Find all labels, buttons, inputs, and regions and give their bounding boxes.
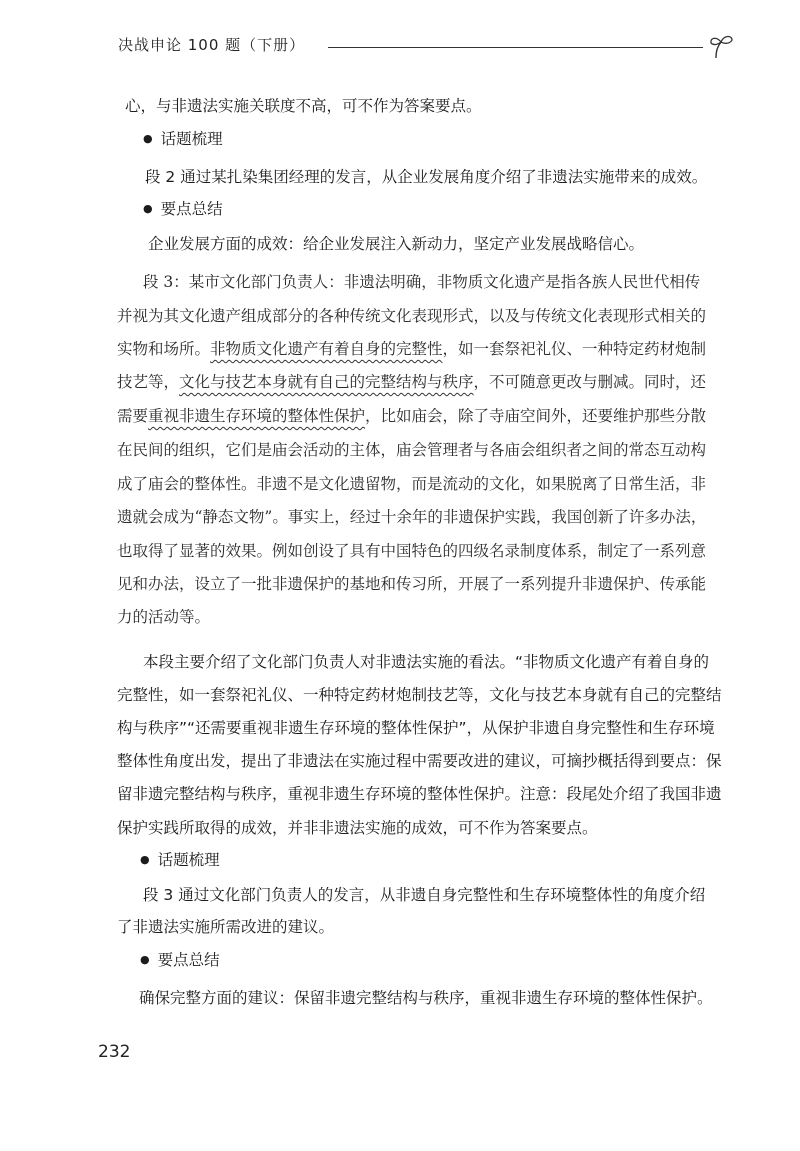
source-line: 并视为其文化遗产组成部分的各种传统文化表现形式，以及与传统文化表现形式相关的	[117, 307, 707, 325]
section-heading-topic: ● 话题梳理	[143, 129, 223, 151]
highlighted-phrase: 文化与技艺本身就有自己的完整结构与秩序	[179, 373, 474, 391]
analysis-line: 留非遗完整结构与秩序，重视非遗生存环境的整体性保护。注意：段尾处介绍了我国非遗	[117, 785, 722, 803]
source-line: 力的活动等。	[117, 608, 211, 626]
analysis-line: 完整性，如一套祭祀礼仪、一种特定药材炮制技艺等，文化与技艺本身就有自己的完整结	[117, 686, 722, 704]
source-line: 段 3：某市文化部门负责人：非遗法明确，非物质文化遗产是指各族人民世代相传	[143, 273, 701, 291]
text-line: 心，与非遗法实施关联度不高，可不作为答案要点。	[125, 97, 482, 115]
highlighted-phrase: 重视非遗生存环境的整体性保护	[148, 407, 366, 425]
source-text: ，如一套祭祀礼仪、一种特定药材炮制	[442, 340, 707, 358]
section-heading-summary: ● 要点总结	[140, 950, 220, 972]
source-line: 遗就会成为“静态文物”。事实上，经过十余年的非遗保护实践，我国创新了许多办法，	[117, 508, 707, 526]
page-number: 232	[98, 1042, 131, 1062]
source-line	[117, 406, 706, 426]
analysis-line: 整体性角度出发，提出了非遗法在实施过程中需要改进的建议，可摘抄概括得到要点：保	[117, 752, 722, 770]
text-line: 确保完整方面的建议：保留非遗完整结构与秩序，重视非遗生存环境的整体性保护。	[139, 989, 713, 1007]
source-line: 见和办法，设立了一批非遗保护的基地和传习所，开展了一系列提升非遗保护、传承能	[117, 575, 707, 593]
text-line: 段 3 通过文化部门负责人的发言，从非遗自身完整性和生存环境整体性的角度介绍	[143, 886, 706, 904]
sprout-icon	[706, 32, 736, 62]
analysis-line: 构与秩序”“还需要重视非遗生存环境的整体性保护”，从保护非遗自身完整性和生存环境	[117, 719, 715, 737]
header-title: 决战申论 100 题（下册）	[118, 36, 306, 54]
text-line: 段 2 通过某扎染集团经理的发言，从企业发展角度介绍了非遗法实施带来的成效。	[145, 168, 708, 186]
source-line: 成了庙会的整体性。非遗不是文化遗留物，而是流动的文化，如果脱离了日常生活，非	[117, 475, 707, 493]
source-line	[117, 339, 706, 359]
section-heading-summary: ● 要点总结	[143, 199, 223, 221]
source-text: ，不可随意更改与删减。同时，还	[473, 373, 707, 391]
source-text: 实物和场所。	[117, 340, 211, 358]
text-line: 企业发展方面的成效：给企业发展注入新动力，坚定产业发展战略信心。	[148, 235, 645, 253]
text-line: 了非遗法实施所需改进的建议。	[117, 918, 335, 936]
source-line: 也取得了显著的效果。例如创设了具有中国特色的四级名录制度体系，制定了一系列意	[117, 542, 707, 560]
header-rule	[328, 47, 703, 48]
source-text: ，比如庙会，除了寺庙空间外，还要维护那些分散	[365, 407, 707, 425]
source-text: 需要	[117, 407, 149, 425]
analysis-line: 保护实践所取得的成效，并非非遗法实施的成效，可不作为答案要点。	[117, 819, 598, 837]
highlighted-phrase: 非物质文化遗产有着自身的完整性	[210, 340, 443, 358]
section-heading-topic: ● 话题梳理	[140, 850, 220, 872]
analysis-line: 本段主要介绍了文化部门负责人对非遗法实施的看法。“非物质文化遗产有着自身的	[143, 653, 710, 671]
source-text: 技艺等，	[117, 373, 180, 391]
source-line: 在民间的组织，它们是庙会活动的主体，庙会管理者与各庙会组织者之间的常态互动构	[117, 441, 707, 459]
running-header	[118, 34, 738, 62]
source-line	[117, 372, 706, 392]
